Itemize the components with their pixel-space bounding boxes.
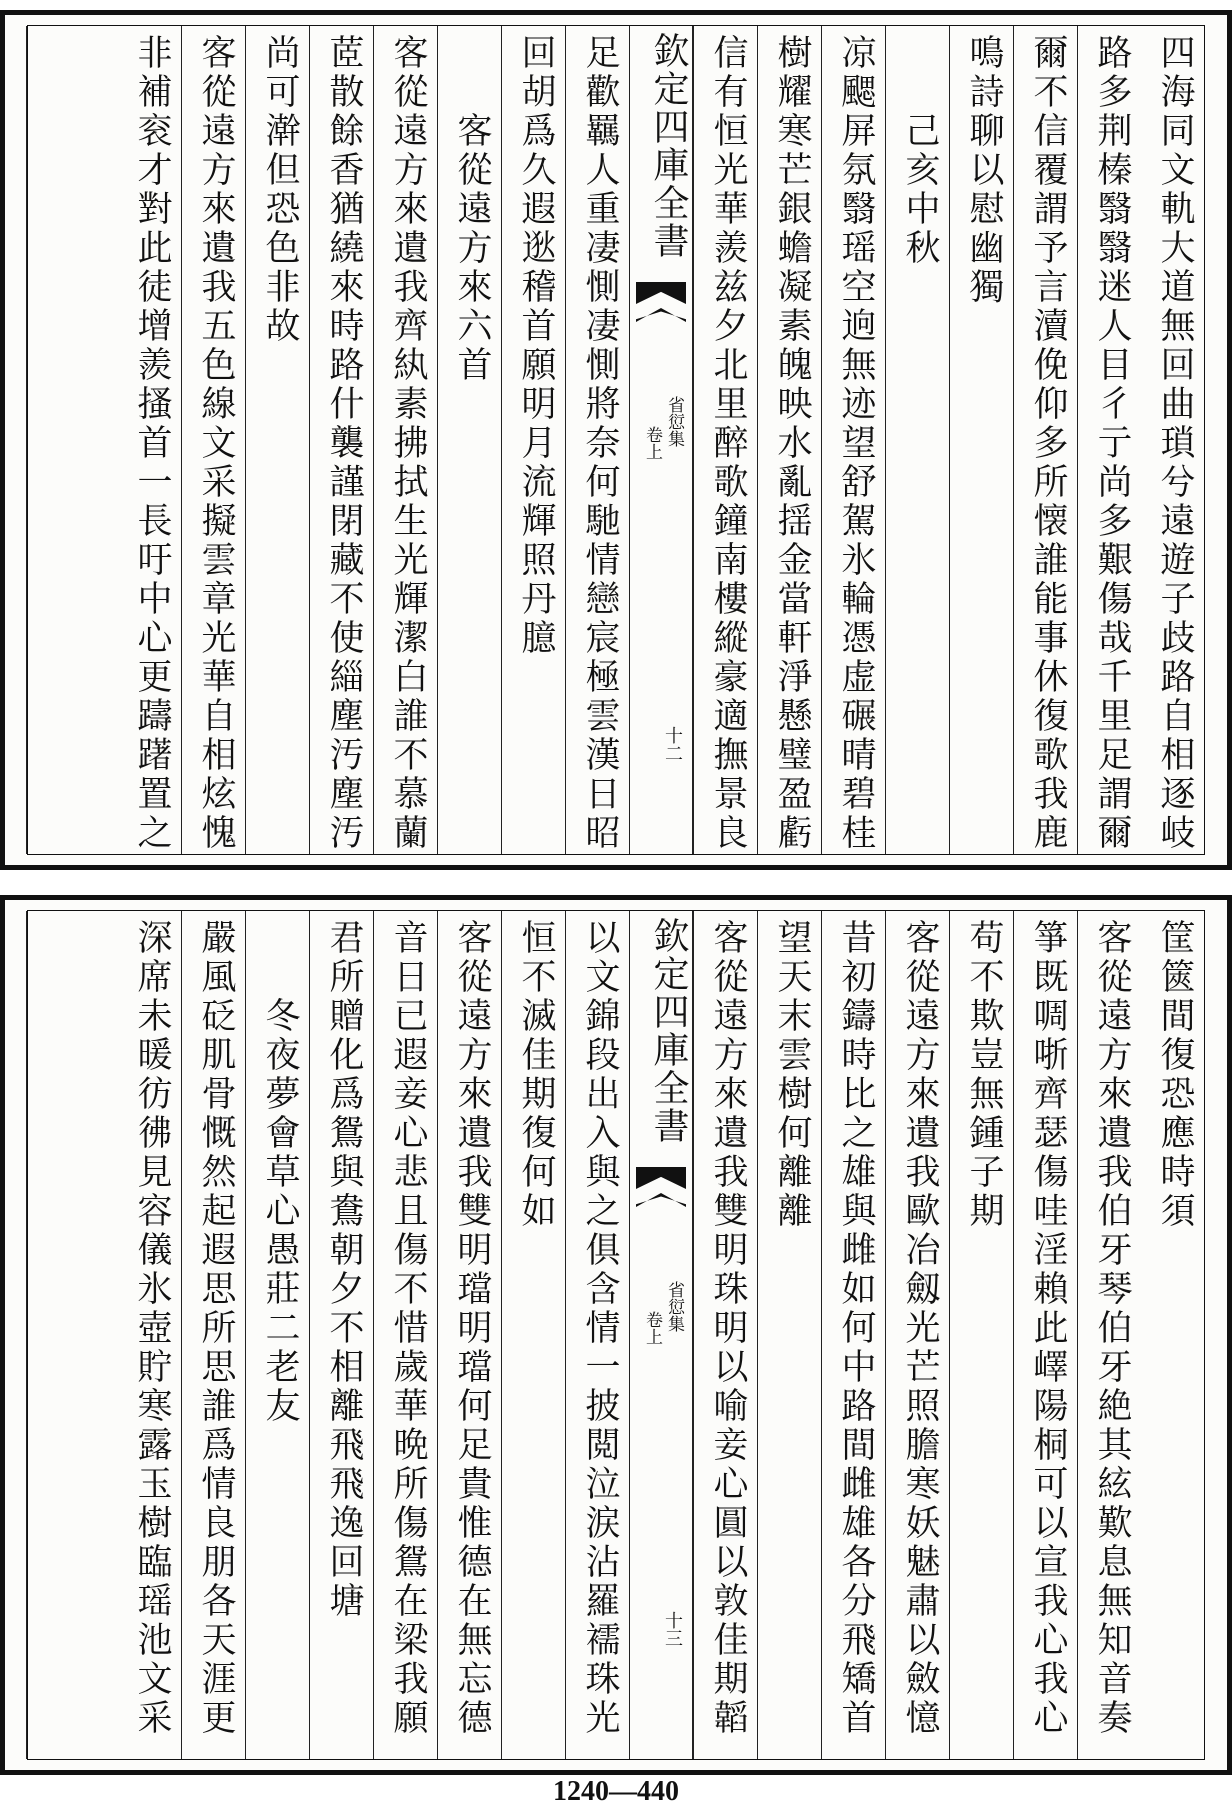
- bottom-page-frame: [27, 910, 1205, 1760]
- text-column: 以文錦段出入與之俱含情一披閲泣涙沾羅襦珠光: [565, 911, 629, 1759]
- text-column: 箏既啁哳齊瑟傷哇淫賴此嶧陽桐可以宣我心我心: [1013, 911, 1077, 1759]
- text-column: 客從遠方來遺我歐冶劔光芒照膽寒妖魅肅以斂憶: [885, 911, 949, 1759]
- text-column: 筐篋間復恐應時須: [1155, 919, 1195, 1231]
- text-column: 客從遠方來遺我五色線文采擬雲章光華自相炫愧: [181, 26, 245, 854]
- center-gutter: [629, 26, 693, 854]
- text-column: 樹耀寒芒銀蟾凝素魄映水亂揺金當軒淨懸璧盈虧: [757, 26, 821, 854]
- text-column: 望天末雲樹何離離: [757, 911, 821, 1759]
- bottom-page: [0, 895, 1232, 1775]
- text-column: 客從遠方來遺我雙明珠明以喻妾心圓以敦佳期韜: [693, 911, 757, 1759]
- fish-tail-mark-icon: [636, 1167, 686, 1189]
- text-column: 昔初鑄時比之雄與雌如何中路間雌雄各分飛矯首: [821, 911, 885, 1759]
- top-page-frame: [27, 25, 1205, 855]
- text-column: 恒不滅佳期復何如: [501, 911, 565, 1759]
- gutter-book-title: 省愆集: [664, 1281, 684, 1332]
- gutter-volume: 卷上: [642, 1311, 662, 1345]
- fish-tail-mark-icon: [636, 282, 686, 304]
- text-column: 鳴詩聊以慰幽獨: [949, 26, 1013, 854]
- gutter-volume: 卷上: [642, 426, 662, 460]
- text-column: 音日已遐妾心悲且傷不惜歲華晩所傷鴛在梁我願: [373, 911, 437, 1759]
- text-column: 冬夜夢會草心愚莊二老友: [245, 911, 309, 1759]
- fish-tail-mark-lower-icon: [636, 308, 686, 322]
- text-column: 四海同文軌大道無回曲瑣兮遠遊子歧路自相逐岐: [1155, 34, 1195, 853]
- gutter-page-number: 十三: [662, 1611, 683, 1647]
- text-column: 尚可澣但恐色非故: [245, 26, 309, 854]
- page-code: 1240—440: [553, 1776, 679, 1807]
- text-column: 客從遠方來六首: [437, 26, 501, 854]
- text-column: 凉颸屏氛翳瑶空逈無迹望舒駕氷輪憑虚碾晴碧桂: [821, 26, 885, 854]
- gutter-title: 欽定四庫全書: [648, 917, 689, 1145]
- text-column: 嚴風砭肌骨慨然起遐思所思誰爲情良朋各天涯更: [181, 911, 245, 1759]
- text-column: 足歡羈人重凄惻凄惻將奈何馳情戀宸極雲漢日昭: [565, 26, 629, 854]
- text-column: 非補衮才對此徒增羨搔首一長吁中心更躊躇置之: [26, 26, 181, 854]
- text-column: 茝散餘香猶繞來時路什襲謹閉藏不使緇塵汚塵汚: [309, 26, 373, 854]
- text-column: 苟不欺豈無鍾子期: [949, 911, 1013, 1759]
- text-column: 客從遠方來遺我伯牙琴伯牙絶其絃歎息無知音奏: [1077, 911, 1141, 1759]
- text-column: 路多荆榛翳翳迷人目彳亍尚多艱傷哉千里足謂爾: [1077, 26, 1141, 854]
- text-column: 君所贈化爲鴛與鴦朝夕不相離飛飛逸回塘: [309, 911, 373, 1759]
- text-column: 爾不信覆謂予言瀆俛仰多所懐誰能事休復歌我鹿: [1013, 26, 1077, 854]
- text-column: 客從遠方來遺我齊紈素拂拭生光輝潔白誰不慕蘭: [373, 26, 437, 854]
- text-column: 客從遠方來遺我雙明璫明璫何足貴惟德在無忘德: [437, 911, 501, 1759]
- text-column: 信有恒光華羨兹夕北里醉歌鐘南樓縱豪適撫景良: [693, 26, 757, 854]
- text-column: 己亥中秋: [885, 26, 949, 854]
- gutter-title: 欽定四庫全書: [648, 32, 689, 260]
- gutter-page-number: 十二: [662, 726, 683, 762]
- fish-tail-mark-lower-icon: [636, 1193, 686, 1207]
- gutter-book-title: 省愆集: [664, 396, 684, 447]
- top-page: [0, 10, 1232, 870]
- text-column: 回胡爲久遐逖稽首願明月流輝照丹臆: [501, 26, 565, 854]
- text-column: 深席未暖彷彿見容儀氷壺貯寒露玉樹臨瑶池文采: [26, 911, 181, 1759]
- center-gutter: [629, 911, 693, 1759]
